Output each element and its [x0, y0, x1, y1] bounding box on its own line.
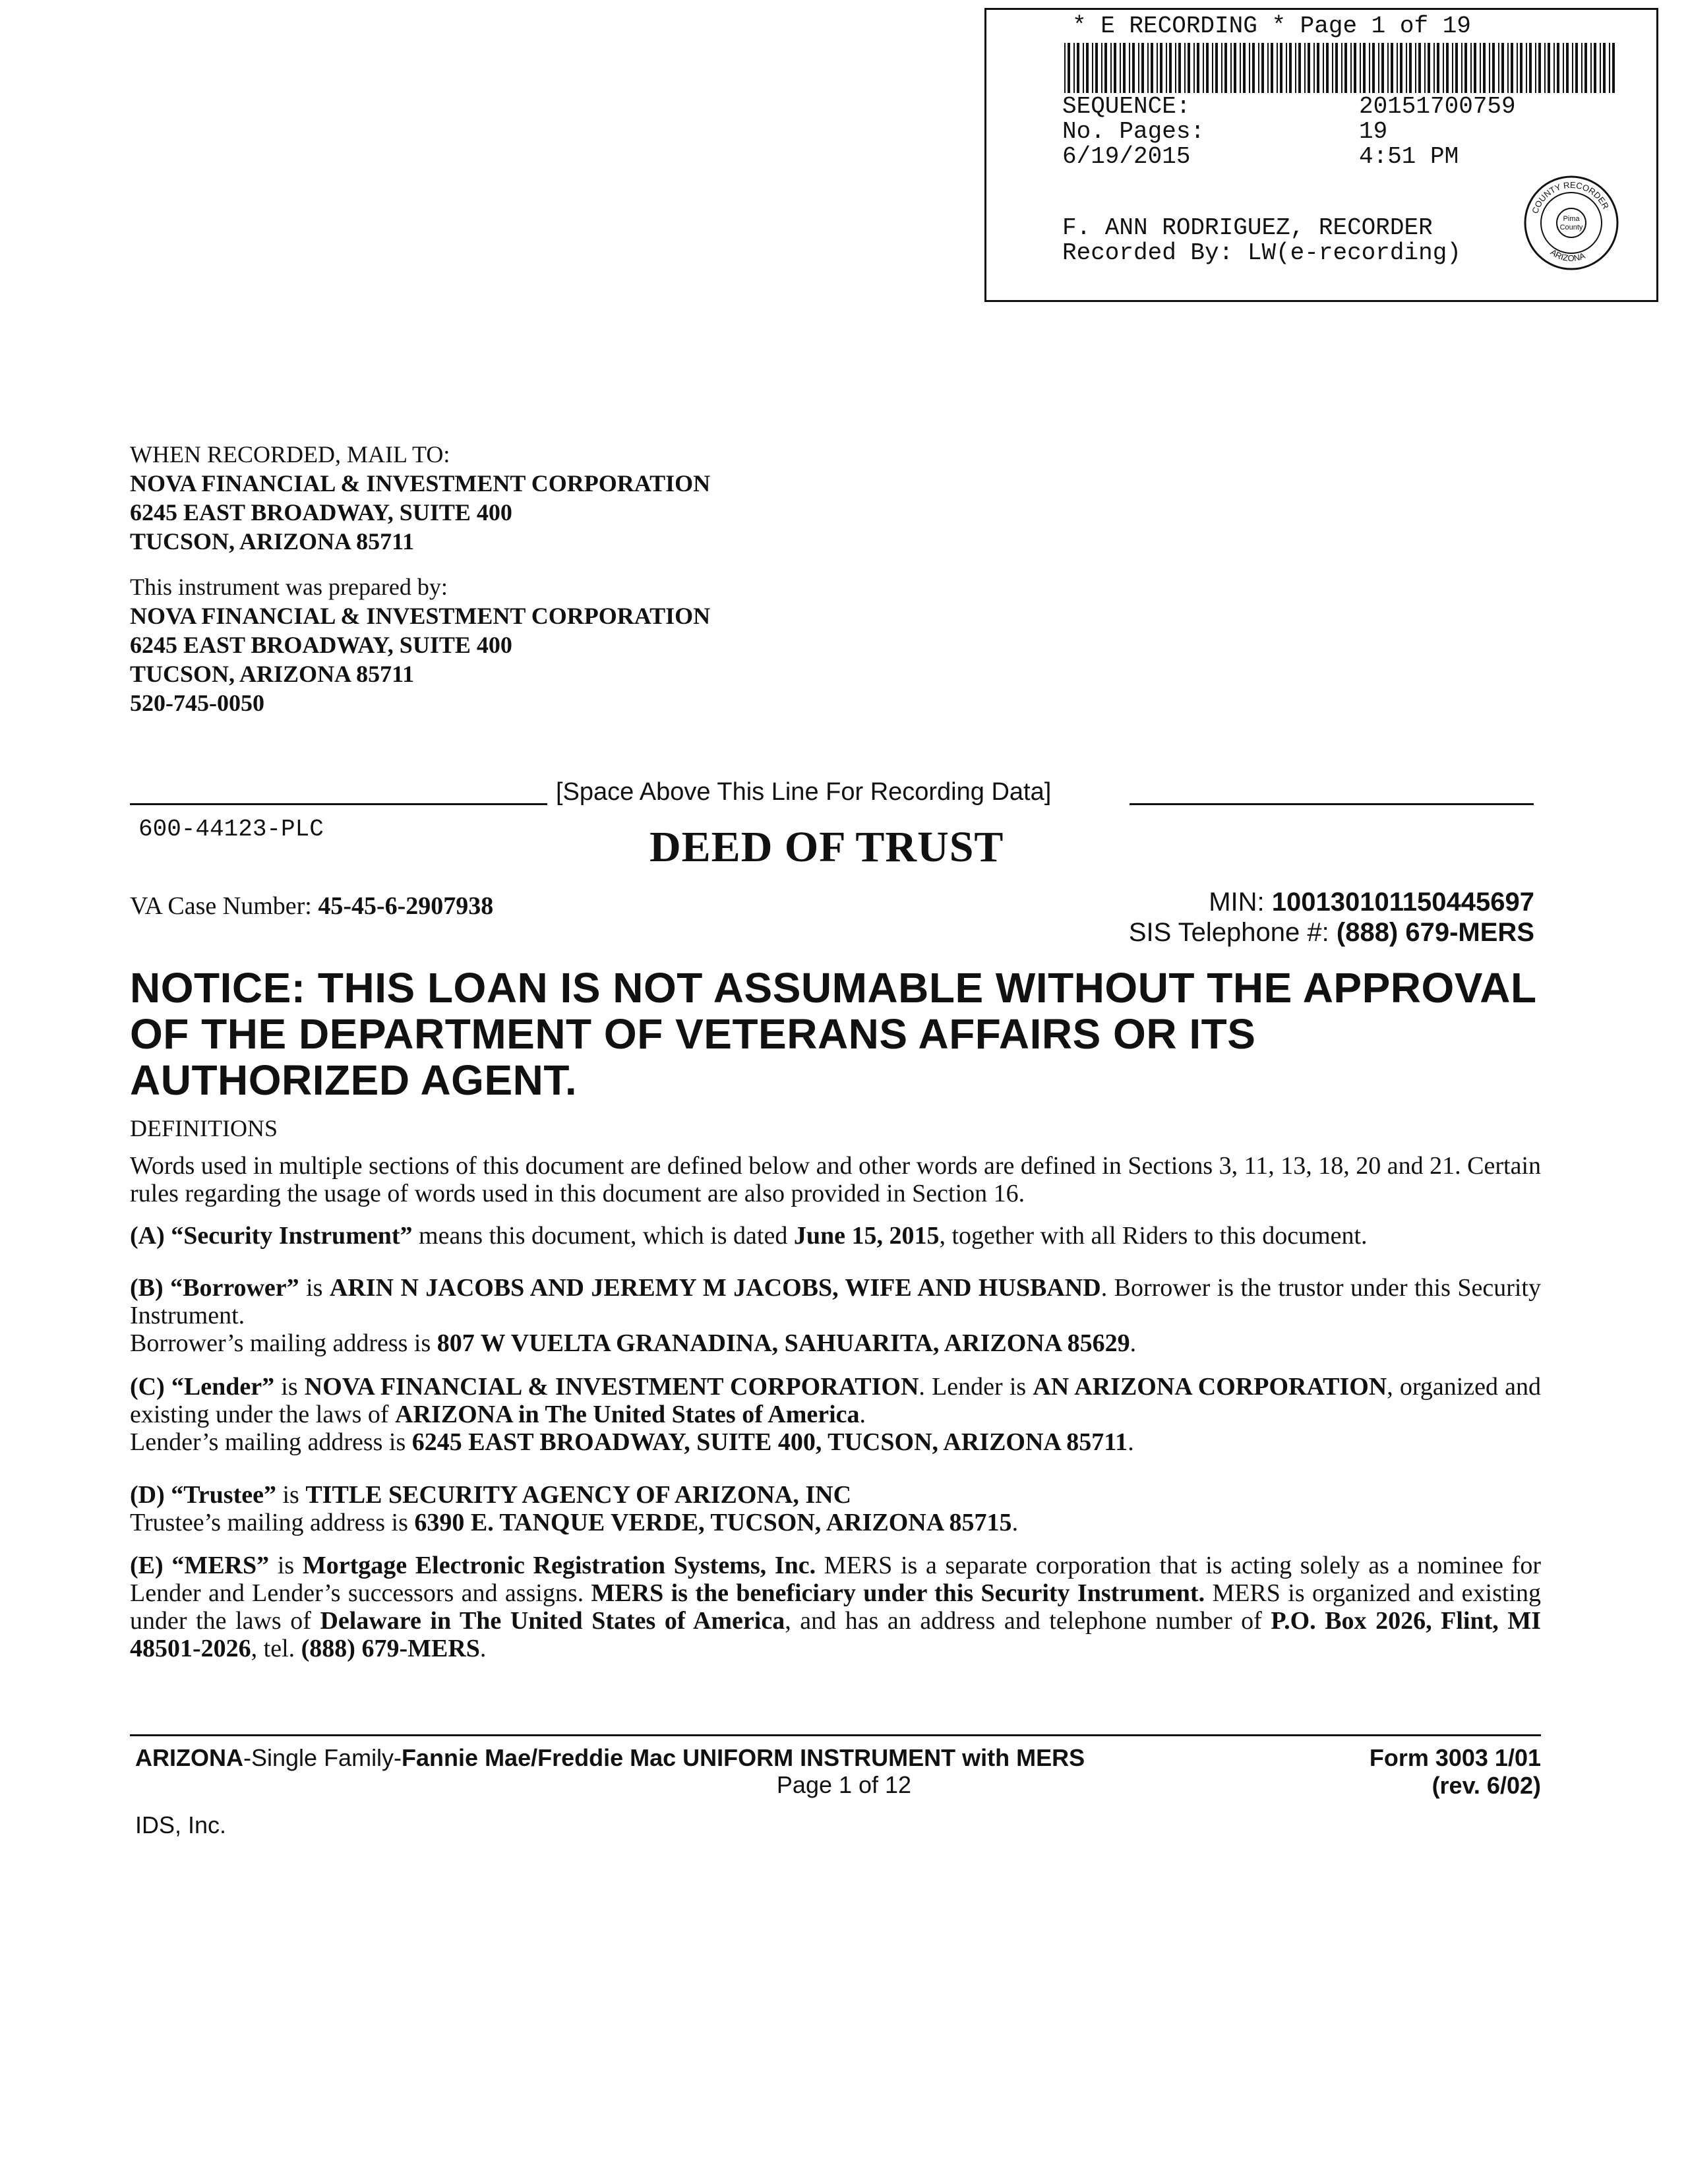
recorder-name: F. ANN RODRIGUEZ, RECORDER: [1062, 214, 1433, 241]
footer-rule: [130, 1734, 1541, 1736]
svg-text:ARIZONA: ARIZONA: [1548, 247, 1587, 264]
def-e-label: (E) “MERS”: [130, 1552, 270, 1579]
def-e-text2: MERS is a separate corporation that is acting solely as a nominee for Lender and Lender’s successors and assigns.: [130, 1552, 1541, 1607]
def-e-text5: , tel.: [251, 1635, 301, 1662]
document-title: DEED OF TRUST: [649, 823, 1004, 871]
form-revision: (rev. 6/02): [1432, 1772, 1541, 1799]
def-c-text: is: [274, 1373, 305, 1401]
svg-text:Pima: Pima: [1563, 215, 1580, 223]
def-b-addr-label: Borrower’s mailing address is: [130, 1329, 437, 1357]
va-notice: NOTICE: THIS LOAN IS NOT ASSUMABLE WITHOUT THE APPROVAL OF THE DEPARTMENT OF VETERANS AFFAIRS OR ITS AUTHORIZED AGENT.: [130, 964, 1536, 1104]
mail-to-street: 6245 EAST BROADWAY, SUITE 400: [130, 499, 512, 526]
prepared-by-city: TUCSON, ARIZONA 85711: [130, 661, 415, 687]
def-a-text-end: , together with all Riders to this document.: [939, 1222, 1368, 1250]
def-c-jurisdiction: ARIZONA in The United States of America: [395, 1401, 860, 1428]
barcode: [1064, 43, 1618, 93]
def-a-text: means this document, which is dated: [412, 1222, 794, 1250]
def-c-end: .: [859, 1401, 866, 1428]
prepared-by-heading: This instrument was prepared by:: [130, 574, 448, 600]
recording-time: 4:51 PM: [1359, 143, 1459, 170]
def-e-phone: (888) 679-MERS: [301, 1635, 480, 1662]
county-recorder-seal: [1522, 173, 1621, 272]
ids-inc: IDS, Inc.: [135, 1811, 227, 1838]
def-d-end: .: [1011, 1509, 1019, 1536]
definitions-intro: Words used in multiple sections of this document are defined below and other words are defined in Sections 3, 11, 13, 18, 20 and 21. Certain rules regarding the usage of words used in this document are also provided in Section 16.: [130, 1152, 1541, 1207]
sis-value: (888) 679-MERS: [1336, 918, 1534, 947]
page-number: Page 1 of 12: [776, 1771, 912, 1798]
definition-c: [130, 1373, 1541, 1456]
svg-text:COUNTY RECORDER: COUNTY RECORDER: [1530, 179, 1612, 215]
def-c-addr: 6245 EAST BROADWAY, SUITE 400, TUCSON, ARIZONA 85711: [411, 1428, 1128, 1456]
min-label: MIN:: [1209, 888, 1272, 917]
definition-a: [130, 1222, 1541, 1250]
def-e-name: Mortgage Electronic Registration Systems, Inc.: [302, 1552, 816, 1579]
mail-to-city: TUCSON, ARIZONA 85711: [130, 528, 415, 555]
va-case-label: VA Case Number:: [130, 892, 318, 920]
def-c-addr-end: .: [1128, 1428, 1134, 1456]
min-block: [1129, 887, 1534, 948]
def-e-text: is: [269, 1552, 303, 1579]
space-line-left: [130, 803, 547, 805]
def-d-name: TITLE SECURITY AGENCY OF ARIZONA, INC: [305, 1481, 852, 1509]
def-e-text3: MERS is organized and existing under the laws of: [130, 1579, 1541, 1635]
stamp-title: * E RECORDING * Page 1 of 19: [1072, 13, 1471, 40]
def-b-text: is: [299, 1274, 330, 1302]
definition-d: [130, 1481, 1541, 1536]
def-b-label: (B) “Borrower”: [130, 1274, 299, 1302]
prepared-by-name: NOVA FINANCIAL & INVESTMENT CORPORATION: [130, 603, 711, 629]
def-e-text4: , and has an address and telephone number of: [785, 1607, 1271, 1635]
def-c-name: NOVA FINANCIAL & INVESTMENT CORPORATION: [304, 1373, 919, 1401]
def-c-label: (C) “Lender”: [130, 1373, 275, 1401]
footer-family: -Single Family-: [243, 1744, 402, 1771]
form-id: Form 3003 1/01: [1369, 1744, 1541, 1771]
svg-text:County: County: [1559, 224, 1583, 231]
def-b-names: ARIN N JACOBS AND JEREMY M JACOBS, WIFE AND HUSBAND: [329, 1274, 1101, 1302]
def-d-text: is: [276, 1481, 306, 1509]
def-c-text3: , organized and existing under the laws of: [130, 1373, 1541, 1428]
def-c-org-type: AN ARIZONA CORPORATION: [1033, 1373, 1387, 1401]
recording-stamp: [984, 8, 1658, 302]
footer-state: ARIZONA: [135, 1744, 243, 1771]
def-e-beneficiary: MERS is the beneficiary under this Security Instrument.: [591, 1579, 1205, 1607]
mail-to-name: NOVA FINANCIAL & INVESTMENT CORPORATION: [130, 470, 711, 497]
space-above-label: [Space Above This Line For Recording Data]: [556, 778, 1052, 806]
def-e-address: P.O. Box 2026, Flint, MI 48501-2026: [130, 1607, 1541, 1662]
definition-e: [130, 1552, 1541, 1662]
def-d-addr-label: Trustee’s mailing address is: [130, 1509, 415, 1536]
def-a-date: June 15, 2015: [793, 1222, 940, 1250]
va-case-value: 45-45-6-2907938: [318, 892, 494, 920]
def-d-label: (D) “Trustee”: [130, 1481, 276, 1509]
def-a-label: (A) “Security Instrument”: [130, 1222, 413, 1250]
def-c-text2: . Lender is: [919, 1373, 1033, 1401]
space-line-right: [1130, 803, 1534, 805]
recorded-by: Recorded By: LW(e-recording): [1062, 239, 1461, 266]
sis-label: SIS Telephone #:: [1128, 918, 1337, 947]
mail-to-heading: WHEN RECORDED, MAIL TO:: [130, 441, 450, 468]
loan-number: 600-44123-PLC: [138, 816, 324, 843]
pages-value: 19: [1359, 118, 1388, 145]
sequence-label: SEQUENCE:: [1062, 93, 1191, 120]
prepared-by-phone: 520-745-0050: [130, 690, 264, 716]
mail-to-block: [130, 440, 710, 556]
def-d-addr: 6390 E. TANQUE VERDE, TUCSON, ARIZONA 85715: [414, 1509, 1012, 1536]
form-number: [1370, 1744, 1541, 1800]
def-b-end: .: [1130, 1329, 1137, 1357]
def-e-jurisdiction: Delaware in The United States of America: [320, 1607, 785, 1635]
def-b-addr: 807 W VUELTA GRANADINA, SAHUARITA, ARIZONA 85629: [437, 1329, 1130, 1357]
footer-instrument: Fannie Mae/Freddie Mac UNIFORM INSTRUMENT with MERS: [402, 1744, 1085, 1771]
form-description: [135, 1744, 1085, 1772]
recording-date: 6/19/2015: [1062, 143, 1191, 170]
prepared-by-block: [130, 572, 710, 717]
def-b-text-end: . Borrower is the trustor under this Security Instrument.: [130, 1274, 1541, 1329]
va-case-number: [130, 892, 493, 921]
prepared-by-street: 6245 EAST BROADWAY, SUITE 400: [130, 632, 512, 658]
sequence-value: 20151700759: [1359, 93, 1516, 120]
min-value: 100130101150445697: [1271, 888, 1534, 917]
def-c-addr-label: Lender’s mailing address is: [130, 1428, 412, 1456]
def-e-end: .: [479, 1635, 487, 1662]
pages-label: No. Pages:: [1062, 118, 1205, 145]
definitions-heading: DEFINITIONS: [130, 1115, 278, 1141]
definition-b: [130, 1274, 1541, 1357]
